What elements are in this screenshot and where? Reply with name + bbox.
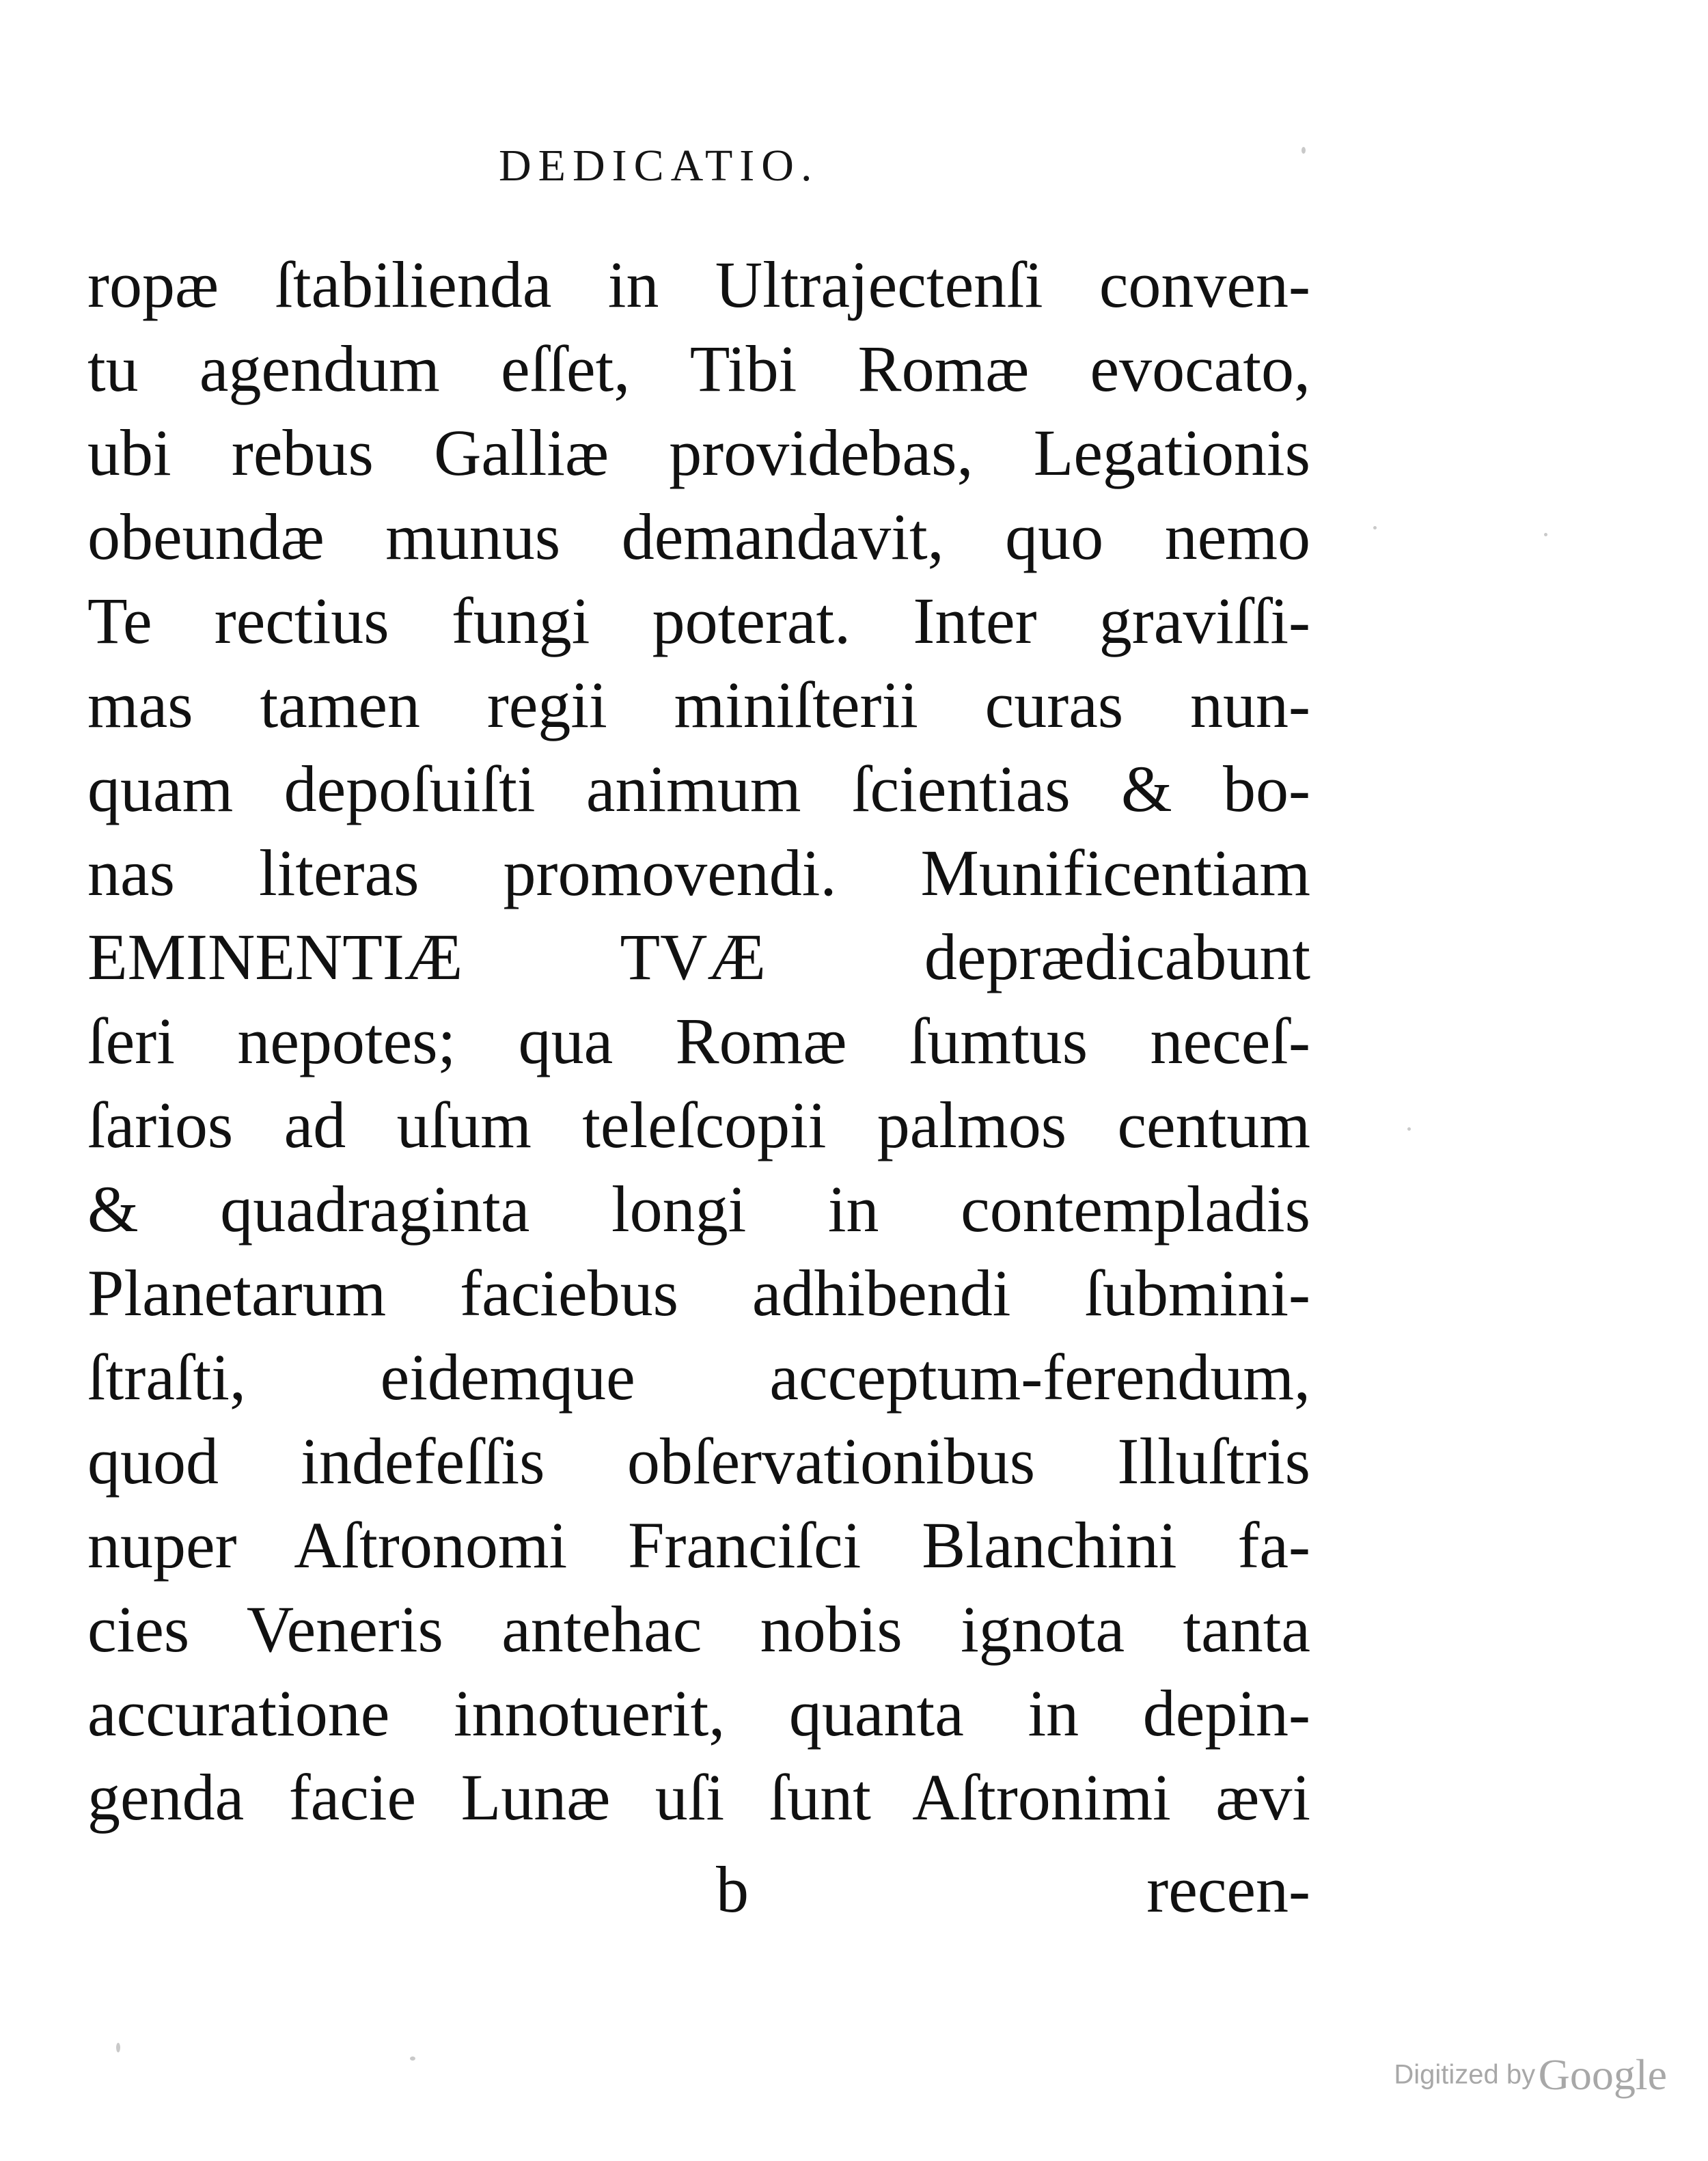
watermark-brand: Google [1538,2050,1667,2099]
text-line: Te rectius fungi poterat. Inter graviſſi- [87,584,1310,657]
text-line: ſtraſti, eidemque acceptum-ferendum, [87,1340,1310,1414]
text-line: quam depoſuiſti animum ſcientias & bo- [87,752,1310,825]
scan-speck [410,2056,415,2061]
scan-speck [116,2043,120,2052]
catchword: recen- [1146,1853,1310,1926]
digitization-watermark [1394,2050,1667,2100]
scan-speck [1407,1127,1411,1131]
text-line: tu agendum eſſet, Tibi Romæ evocato, [87,332,1310,405]
text-line: mas tamen regii miniſterii curas nun- [87,668,1310,741]
text-line: nuper Aſtronomi Franciſci Blanchini fa- [87,1509,1310,1582]
text-line: Planetarum faciebus adhibendi ſubmini- [87,1256,1310,1330]
text-line: cies Veneris antehac nobis ignota tanta [87,1593,1310,1666]
body-text [87,243,1310,1839]
text-line: quod indefeſſis obſervationibus Illuſtris [87,1424,1310,1498]
text-line: ropæ ſtabilienda in Ultrajectenſi conven- [87,248,1310,321]
scan-speck [1373,526,1377,529]
running-head: DEDICATIO. [499,141,819,191]
watermark-prefix: Digitized by [1394,2059,1536,2090]
text-line: ſarios ad uſum teleſcopii palmos centum [87,1088,1310,1161]
scan-speck [1301,147,1306,154]
text-line: & quadraginta longi in contempladis [87,1172,1310,1245]
text-line: accuratione innotuerit, quanta in depin- [87,1677,1310,1750]
signature-mark: b [716,1853,749,1926]
text-line: obeundæ munus demandavit, quo nemo [87,500,1310,573]
scan-speck [1544,533,1547,536]
page-footer [87,1852,1310,1933]
text-line: ubi rebus Galliæ providebas, Legationis [87,416,1310,489]
text-line: genda facie Lunæ uſi ſunt Aſtronimi ævi [87,1761,1310,1834]
text-line: nas literas promovendi. Munificentiam [87,836,1310,909]
text-line: ſeri nepotes; qua Romæ ſumtus neceſ- [87,1004,1310,1077]
text-line: EMINENTIÆ TVÆ deprædicabunt [87,920,1310,993]
